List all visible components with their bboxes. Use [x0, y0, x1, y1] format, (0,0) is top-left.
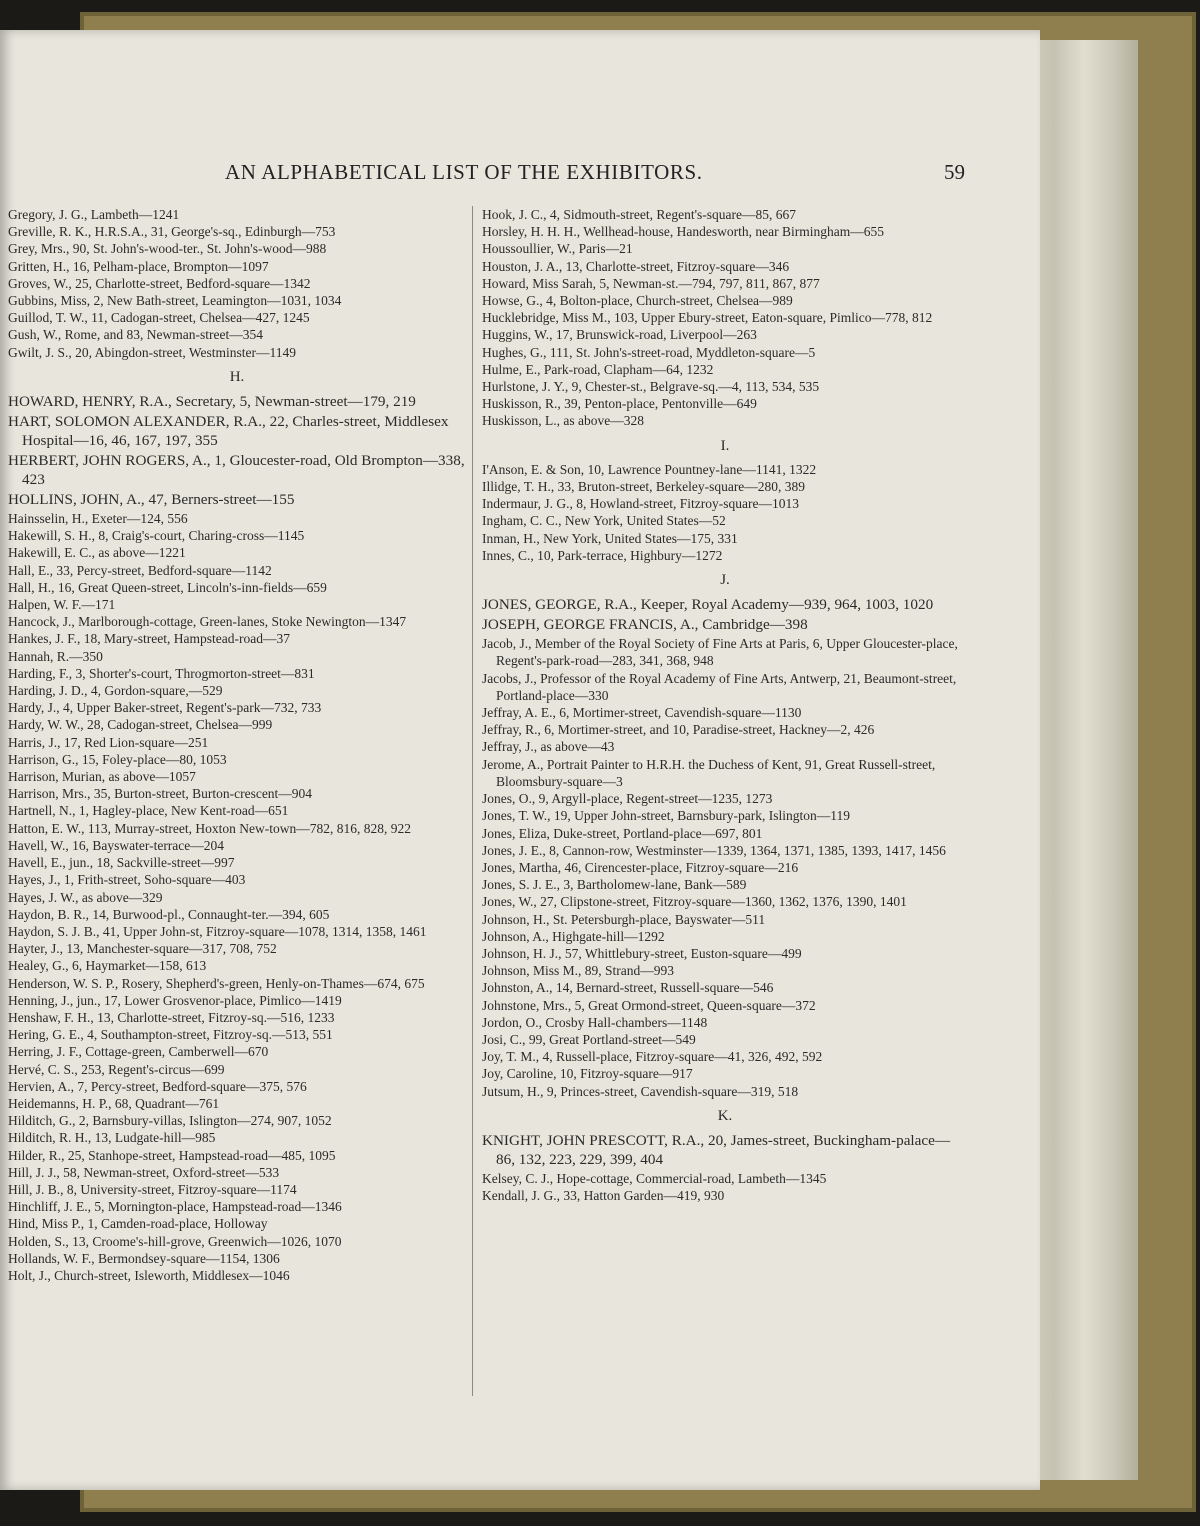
exhibitor-entry: Herring, J. F., Cottage-green, Camberwell—670	[8, 1044, 269, 1060]
academician-entry: HERBERT, JOHN ROGERS, A., 1, Gloucester-road, Old Brompton—338, 423	[8, 452, 465, 489]
exhibitor-entry: Gregory, J. G., Lambeth—1241	[8, 207, 180, 222]
exhibitor-entry: Hilditch, R. H., 13, Ludgate-hill—985	[8, 1130, 216, 1146]
page-title: AN ALPHABETICAL LIST OF THE EXHIBITORS.	[225, 160, 703, 184]
exhibitor-entry: Hayes, J. W., as above—329	[8, 889, 163, 905]
exhibitor-entry: Jeffray, A. E., 6, Mortimer-street, Cavendish-square—1130	[482, 705, 802, 721]
exhibitor-entry: Groves, W., 25, Charlotte-street, Bedford-square—1342	[8, 275, 311, 291]
exhibitor-entry: Huggins, W., 17, Brunswick-road, Liverpool—263	[482, 327, 757, 343]
academician-entry: KNIGHT, JOHN PRESCOTT, R.A., 20, James-street, Buckingham-palace—86, 132, 223, 229, 399, 404	[482, 1131, 951, 1168]
exhibitor-entry: Hatton, E. W., 113, Murray-street, Hoxton New-town—782, 816, 828, 922	[8, 820, 411, 836]
exhibitor-entry: Halpen, W. F.—171	[8, 597, 116, 613]
exhibitor-entry: Hardy, J., 4, Upper Baker-street, Regent's-park—732, 733	[8, 700, 322, 716]
exhibitor-entry: Hankes, J. F., 18, Mary-street, Hampstead-road—37	[8, 631, 290, 647]
book-page	[0, 30, 1040, 1490]
exhibitor-entry: Hurlstone, J. Y., 9, Chester-st., Belgrave-sq.—4, 113, 534, 535	[482, 379, 820, 395]
exhibitor-entry: Hall, E., 33, Percy-street, Bedford-square—1142	[8, 562, 272, 578]
exhibitor-entry: Josi, C., 99, Great Portland-street—549	[482, 1031, 696, 1047]
exhibitor-entry: Gubbins, Miss, 2, New Bath-street, Leamington—1031, 1034	[8, 293, 342, 309]
exhibitor-entry: Horsley, H. H. H., Wellhead-house, Handesworth, near Birmingham—655	[482, 224, 884, 240]
academician-entry: HART, SOLOMON ALEXANDER, R.A., 22, Charles-street, Middlesex Hospital—16, 46, 167, 197, 355	[8, 413, 449, 450]
exhibitor-entry: Howard, Miss Sarah, 5, Newman-st.—794, 797, 811, 867, 877	[482, 275, 820, 291]
exhibitor-entry: Jordon, O., Crosby Hall-chambers—1148	[482, 1014, 708, 1030]
page-header	[225, 160, 965, 196]
exhibitor-entry: Gush, W., Rome, and 83, Newman-street—354	[8, 327, 263, 343]
exhibitor-entry: Holden, S., 13, Croome's-hill-grove, Greenwich—1026, 1070	[8, 1233, 342, 1249]
section-letter: K.	[717, 1107, 733, 1124]
exhibitor-entry: Hayter, J., 13, Manchester-square—317, 708, 752	[8, 941, 277, 957]
exhibitor-entry: Jacobs, J., Professor of the Royal Academy of Fine Arts, Antwerp, 21, Beaumont-street, Portland-place—330	[482, 670, 957, 703]
exhibitor-entry: Johnson, H. J., 57, Whittlebury-street, Euston-square—499	[482, 945, 802, 961]
exhibitor-entry: Jacob, J., Member of the Royal Society of Fine Arts at Paris, 6, Upper Gloucester-place, Regent's-park-road—283, 341, 368, 948	[482, 636, 958, 669]
exhibitor-entry: Harding, F., 3, Shorter's-court, Throgmorton-street—831	[8, 665, 315, 681]
exhibitor-entry: Haydon, B. R., 14, Burwood-pl., Connaught-ter.—394, 605	[8, 906, 330, 922]
exhibitor-entry: Guillod, T. W., 11, Cadogan-street, Chelsea—427, 1245	[8, 310, 310, 326]
exhibitor-entry: Jones, Martha, 46, Cirencester-place, Fitzroy-square—216	[482, 859, 799, 875]
exhibitor-entry: Harrison, Murian, as above—1057	[8, 769, 196, 785]
exhibitor-entry: Houssoullier, W., Paris—21	[482, 241, 633, 257]
exhibitor-entry: Hall, H., 16, Great Queen-street, Lincoln's-inn-fields—659	[8, 579, 327, 595]
page-number: 59	[944, 160, 965, 184]
exhibitor-entry: Hayes, J., 1, Frith-street, Soho-square—403	[8, 872, 246, 888]
exhibitor-entry: Jerome, A., Portrait Painter to H.R.H. the Duchess of Kent, 91, Great Russell-street, Bloomsbury-square—3	[482, 756, 936, 789]
exhibitor-entry: Holt, J., Church-street, Isleworth, Middlesex—1046	[8, 1267, 290, 1283]
exhibitor-entry: Inman, H., New York, United States—175, 331	[482, 530, 738, 546]
exhibitor-entry: Hind, Miss P., 1, Camden-road-place, Holloway	[8, 1216, 268, 1232]
exhibitor-entry: Harrison, Mrs., 35, Burton-street, Burton-crescent—904	[8, 786, 313, 802]
exhibitor-entry: Grey, Mrs., 90, St. John's-wood-ter., St. John's-wood—988	[8, 241, 327, 257]
section-letter: H.	[229, 368, 245, 385]
exhibitor-entry: Hulme, E., Park-road, Clapham—64, 1232	[482, 361, 714, 377]
exhibitor-entry: Hervé, C. S., 253, Regent's-circus—699	[8, 1061, 225, 1077]
exhibitor-entry: Henshaw, F. H., 13, Charlotte-street, Fitzroy-sq.—516, 1233	[8, 1009, 335, 1025]
exhibitor-entry: Hook, J. C., 4, Sidmouth-street, Regent's-square—85, 667	[482, 207, 797, 222]
exhibitor-entry: Johnson, H., St. Petersburgh-place, Bayswater—511	[482, 911, 766, 927]
exhibitor-entry: Jutsum, H., 9, Princes-street, Cavendish-square—319, 518	[482, 1083, 799, 1099]
exhibitor-entry: Havell, E., jun., 18, Sackville-street—997	[8, 855, 235, 871]
exhibitor-entry: Hilditch, G., 2, Barnsbury-villas, Islington—274, 907, 1052	[8, 1113, 332, 1129]
exhibitor-entry: Huskisson, R., 39, Penton-place, Pentonville—649	[482, 396, 757, 412]
exhibitor-entry: Havell, W., 16, Bayswater-terrace—204	[8, 837, 225, 853]
exhibitor-entry: Hucklebridge, Miss M., 103, Upper Ebury-street, Eaton-square, Pimlico—778, 812	[482, 310, 933, 326]
exhibitor-entry: Hill, J. J., 58, Newman-street, Oxford-street—533	[8, 1164, 280, 1180]
academician-entry: JONES, GEORGE, R.A., Keeper, Royal Academy—939, 964, 1003, 1020	[482, 596, 934, 614]
exhibitor-entry: Harding, J. D., 4, Gordon-square,—529	[8, 683, 223, 699]
exhibitor-entry: Joy, T. M., 4, Russell-place, Fitzroy-square—41, 326, 492, 592	[482, 1049, 823, 1065]
exhibitor-entry: Hakewill, S. H., 8, Craig's-court, Charing-cross—1145	[8, 528, 305, 544]
exhibitor-entry: Howse, G., 4, Bolton-place, Church-street, Chelsea—989	[482, 293, 793, 309]
exhibitor-entry: I'Anson, E. & Son, 10, Lawrence Pountney-lane—1141, 1322	[482, 461, 817, 477]
exhibitor-entry: Jones, O., 9, Argyll-place, Regent-street—1235, 1273	[482, 791, 773, 807]
exhibitor-entry: Harris, J., 17, Red Lion-square—251	[8, 734, 209, 750]
exhibitor-entry: Johnston, A., 14, Bernard-street, Russell-square—546	[482, 980, 774, 996]
right-column	[482, 206, 968, 1204]
exhibitor-entry: Haydon, S. J. B., 41, Upper John-st, Fitzroy-square—1078, 1314, 1358, 1461	[8, 923, 427, 939]
exhibitor-entry: Joy, Caroline, 10, Fitzroy-square—917	[482, 1066, 693, 1082]
exhibitor-entry: Johnson, Miss M., 89, Strand—993	[482, 963, 675, 979]
exhibitor-entry: Hartnell, N., 1, Hagley-place, New Kent-road—651	[8, 803, 289, 819]
exhibitor-entry: Hollands, W. F., Bermondsey-square—1154, 1306	[8, 1250, 280, 1266]
exhibitor-entry: Hardy, W. W., 28, Cadogan-street, Chelsea—999	[8, 717, 273, 733]
exhibitor-entry: Hinchliff, J. E., 5, Mornington-place, Hampstead-road—1346	[8, 1199, 342, 1215]
exhibitor-entry: Hughes, G., 111, St. John's-street-road, Myddleton-square—5	[482, 344, 816, 360]
exhibitor-entry: Hervien, A., 7, Percy-street, Bedford-square—375, 576	[8, 1078, 307, 1094]
academician-entry: HOWARD, HENRY, R.A., Secretary, 5, Newman-street—179, 219	[8, 393, 416, 411]
exhibitor-entry: Hannah, R.—350	[8, 648, 103, 664]
exhibitor-entry: Heidemanns, H. P., 68, Quadrant—761	[8, 1095, 220, 1111]
exhibitor-entry: Greville, R. K., H.R.S.A., 31, George's-sq., Edinburgh—753	[8, 224, 336, 240]
exhibitor-entry: Healey, G., 6, Haymarket—158, 613	[8, 958, 207, 974]
exhibitor-entry: Johnson, A., Highgate-hill—1292	[482, 928, 665, 944]
exhibitor-entry: Hilder, R., 25, Stanhope-street, Hampstead-road—485, 1095	[8, 1147, 336, 1163]
exhibitor-entry: Jones, S. J. E., 3, Bartholomew-lane, Bank—589	[482, 877, 747, 893]
exhibitor-entry: Hainsselin, H., Exeter—124, 556	[8, 511, 188, 527]
exhibitor-entry: Jeffray, R., 6, Mortimer-street, and 10, Paradise-street, Hackney—2, 426	[482, 722, 875, 738]
exhibitor-entry: Hancock, J., Marlborough-cottage, Green-lanes, Stoke Newington—1347	[8, 614, 407, 630]
exhibitor-entry: Jones, T. W., 19, Upper John-street, Barnsbury-park, Islington—119	[482, 808, 850, 824]
exhibitor-entry: Jones, J. E., 8, Cannon-row, Westminster—1339, 1364, 1371, 1385, 1393, 1417, 1456	[482, 842, 946, 858]
section-letter: J.	[720, 572, 730, 589]
exhibitor-entry: Ingham, C. C., New York, United States—52	[482, 513, 726, 529]
section-letter: I.	[720, 437, 730, 454]
exhibitor-entry: Indermaur, J. G., 8, Howland-street, Fitzroy-square—1013	[482, 496, 800, 512]
academician-entry: HOLLINS, JOHN, A., 47, Berners-street—155	[8, 491, 295, 509]
exhibitor-entry: Jones, W., 27, Clipstone-street, Fitzroy-square—1360, 1362, 1376, 1390, 1401	[482, 894, 907, 910]
exhibitor-entry: Johnstone, Mrs., 5, Great Ormond-street, Queen-square—372	[482, 997, 816, 1013]
exhibitor-entry: Gritten, H., 16, Pelham-place, Brompton—1097	[8, 258, 269, 274]
left-column	[8, 206, 466, 1284]
exhibitor-entry: Innes, C., 10, Park-terrace, Highbury—1272	[482, 547, 723, 563]
academician-entry: JOSEPH, GEORGE FRANCIS, A., Cambridge—398	[482, 616, 808, 634]
exhibitor-entry: Henderson, W. S. P., Rosery, Shepherd's-green, Henly-on-Thames—674, 675	[8, 975, 425, 991]
exhibitor-entry: Harrison, G., 15, Foley-place—80, 1053	[8, 751, 227, 767]
exhibitor-entry: Illidge, T. H., 33, Bruton-street, Berkeley-square—280, 389	[482, 479, 806, 495]
exhibitor-entry: Kelsey, C. J., Hope-cottage, Commercial-road, Lambeth—1345	[482, 1170, 827, 1186]
exhibitor-entry: Huskisson, L., as above—328	[482, 413, 644, 429]
exhibitor-entry: Hill, J. B., 8, University-street, Fitzroy-square—1174	[8, 1181, 297, 1197]
exhibitor-entry: Hering, G. E., 4, Southampton-street, Fitzroy-sq.—513, 551	[8, 1027, 333, 1043]
exhibitor-entry: Hakewill, E. C., as above—1221	[8, 545, 186, 561]
exhibitor-entry: Jones, Eliza, Duke-street, Portland-place—697, 801	[482, 825, 763, 841]
exhibitor-entry: Gwilt, J. S., 20, Abingdon-street, Westminster—1149	[8, 344, 297, 360]
exhibitor-entry: Kendall, J. G., 33, Hatton Garden—419, 930	[482, 1188, 725, 1204]
exhibitor-entry: Jeffray, J., as above—43	[482, 739, 615, 755]
column-divider	[472, 206, 473, 1396]
exhibitor-entry: Henning, J., jun., 17, Lower Grosvenor-place, Pimlico—1419	[8, 992, 342, 1008]
exhibitor-entry: Houston, J. A., 13, Charlotte-street, Fitzroy-square—346	[482, 258, 790, 274]
